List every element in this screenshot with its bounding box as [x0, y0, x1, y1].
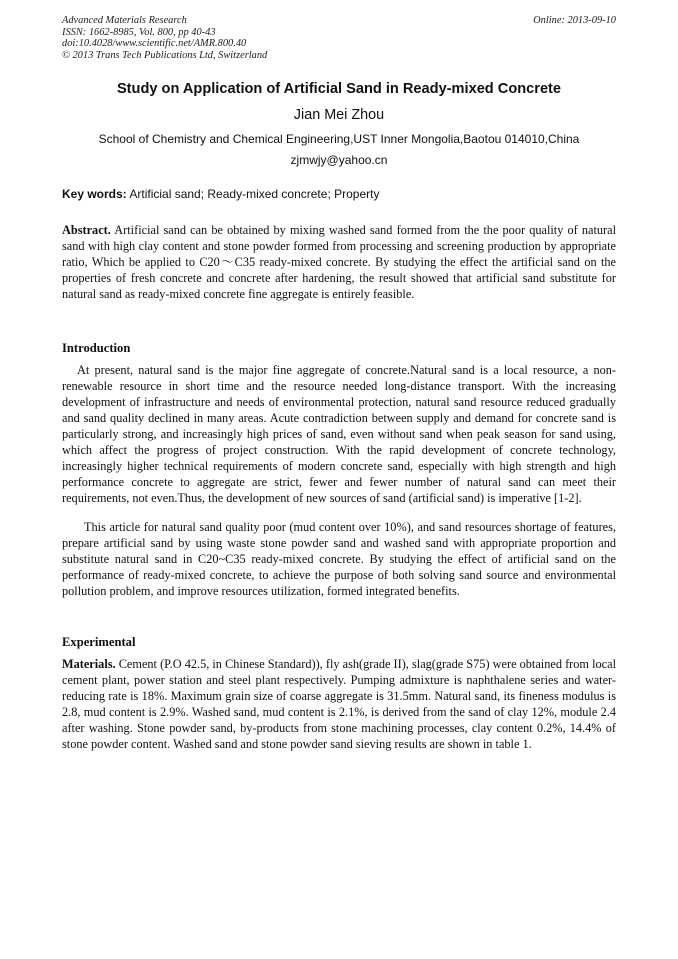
- paper-title: Study on Application of Artificial Sand in Ready-mixed Concrete: [116, 81, 562, 97]
- abstract: [62, 222, 616, 302]
- keywords-text: Artificial sand; Ready-mixed concrete; Property: [126, 187, 380, 201]
- materials-label: Materials.: [62, 657, 116, 671]
- keywords: [62, 186, 616, 202]
- introduction-heading: Introduction: [62, 341, 131, 355]
- experimental-heading: Experimental: [62, 635, 136, 649]
- abstract-label: Abstract.: [62, 223, 111, 237]
- materials-text: Cement (P.O 42.5, in Chinese Standard)), fly ash(grade II), slag(grade S75) were obtained from local cement plant, power station and steel plant respectively. Pumping admixture is naphthalene series and water-reducing rate is 18%. Maximum grain size of coarse aggregate is 31.5mm. Natural sand, its fineness modulus is 2.8, mud content is 2.9%. Washed sand, mud content is 2.1%, is derived from the sand of clay 12%, module 2.4 after washing. Stone powder sand, by-products from stone machining processes, clay content 0.2%, 14.4% of stone powder content. Washed sand and stone powder sand sieving results are shown in table 1.: [62, 657, 616, 751]
- introduction-paragraph-2: This article for natural sand quality poor (mud content over 10%), and sand resources shortage of features, prepare artificial sand by using waste stone powder sand and washed sand with appropriate proportion and substitute natural sand in C20~C35 ready-mixed concrete. By studying the effect of artificial sand on the performance of ready-mixed concrete, to achieve the purpose of both solving sand source and environmental pollution problem, and improve resources utilization, formed integrated benefits.: [62, 520, 616, 598]
- journal-issn: ISSN: 1662-8985, Vol. 800, pp 40-43: [62, 26, 216, 38]
- paper-author: Jian Mei Zhou: [293, 107, 385, 123]
- materials-paragraph: [62, 656, 616, 752]
- journal-name: Advanced Materials Research: [62, 15, 187, 26]
- online-date: Online: 2013-09-10: [533, 15, 616, 26]
- journal-header: [62, 15, 616, 61]
- keywords-label: Key words:: [62, 187, 127, 201]
- journal-copyright: © 2013 Trans Tech Publications Ltd, Switzerland: [62, 49, 268, 61]
- paper-affiliation: School of Chemistry and Chemical Engineering,UST Inner Mongolia,Baotou 014010,China: [98, 132, 580, 146]
- introduction-paragraph-1: At present, natural sand is the major fine aggregate of concrete.Natural sand is a local resource, a non-renewable resource in short time and the resource needed long-distance transport. With the increasing development of infrastructure and needs of environmental protection, natural sand resource reduced gradually and sand quality declined in many areas. Acute contradiction between supply and demand for concrete sand is particularly strong, and increasingly high prices of sand, even without sand when peak season for sand using, which affect the progress of project construction. With the rapid development of concrete technology, increasingly higher technical requirements of modern concrete sand, especially with high strength and high performance concrete to aggregate are strict, fewer and fewer number of natural sand can meet their requirements, not even.Thus, the development of new sources of sand (artificial sand) is imperative [1-2].: [62, 363, 616, 505]
- abstract-text: Artificial sand can be obtained by mixing washed sand formed from the the poor quality of natural sand with high clay content and stone powder formed from processing and screening production by appropriate ratio, Which be applied to C20～C35 ready-mixed concrete. By studying the effect the artificial sand on the properties of fresh concrete and concrete after hardening, the result showed that artificial sand substitute for natural sand as ready-mixed concrete fine aggregate is entirely feasible.: [62, 223, 616, 301]
- journal-doi: doi:10.4028/www.scientific.net/AMR.800.40: [62, 38, 247, 50]
- paper-email: zjmwjy@yahoo.cn: [290, 153, 388, 167]
